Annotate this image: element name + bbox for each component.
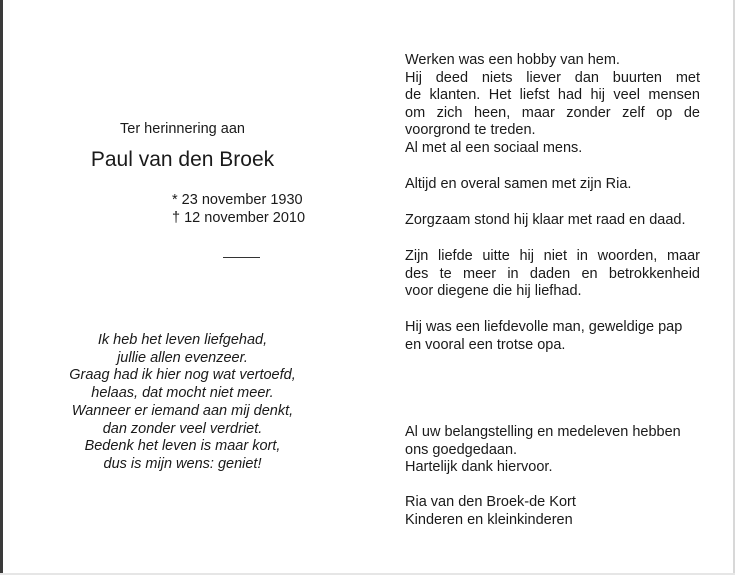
divider-line [223, 257, 260, 258]
text-line: voor diegene die hij liefhad. [405, 283, 582, 300]
birth-date: * 23 november 1930 [172, 192, 303, 208]
scan-edge-left [0, 0, 3, 575]
signature-family: Kinderen en kleinkinderen [405, 511, 573, 528]
poem-line: Ik heb het leven liefgehad, [97, 332, 268, 348]
thanks-paragraph [405, 424, 700, 477]
tribute-paragraph-family [405, 319, 700, 354]
text-line: Zijn liefde uitte hij niet in woorden, maar [405, 248, 700, 264]
text-line: voorgrond te treden. [405, 122, 536, 139]
tribute-paragraph-ria [405, 176, 700, 194]
text-line: om zich heen, maar zonder zelf op de [405, 104, 700, 121]
poem-line: helaas, dat mocht niet meer. [91, 385, 274, 402]
text-line: Hij was een liefdevolle man, geweldige pap [405, 319, 683, 335]
tribute-paragraph-love [405, 248, 700, 301]
in-memory-of-text: Ter herinnering aan [120, 121, 245, 137]
poem [40, 332, 325, 474]
text-line: ons goedgedaan. [405, 441, 518, 458]
poem-line: Wanneer er iemand aan mij denkt, [71, 402, 294, 419]
poem-line: dan zonder veel verdriet. [102, 420, 263, 437]
text-line: Al met al een sociaal mens. [405, 139, 583, 156]
text-line: Al uw belangstelling en medeleven hebben [405, 424, 681, 440]
text-line: des te meer in daden en betrokkenheid [405, 265, 700, 282]
poem-line: Graag had ik hier nog wat vertoefd, [69, 367, 296, 384]
text-line: Zorgzaam stond hij klaar met raad en daad. [405, 212, 686, 228]
poem-line: Bedenk het leven is maar kort, [84, 438, 281, 455]
text-line: Werken was een hobby van hem. [405, 52, 620, 68]
text-line: en vooral een trotse opa. [405, 336, 566, 353]
deceased-name: Paul van den Broek [90, 148, 275, 171]
text-line: Hij deed niets liever dan buurten met [405, 69, 700, 86]
poem-line: jullie allen evenzeer. [117, 349, 248, 366]
tribute-paragraph-care [405, 212, 700, 230]
tribute-paragraph-work [405, 52, 700, 158]
signature-block [405, 494, 700, 529]
signature-name: Ria van den Broek-de Kort [405, 494, 576, 510]
text-line: de klanten. Het liefst had hij veel mensen [405, 87, 700, 104]
text-line: Altijd en overal samen met zijn Ria. [405, 176, 632, 192]
text-line: Hartelijk dank hiervoor. [405, 459, 553, 476]
poem-line: dus is mijn wens: geniet! [103, 455, 262, 472]
death-date: † 12 november 2010 [172, 210, 306, 226]
